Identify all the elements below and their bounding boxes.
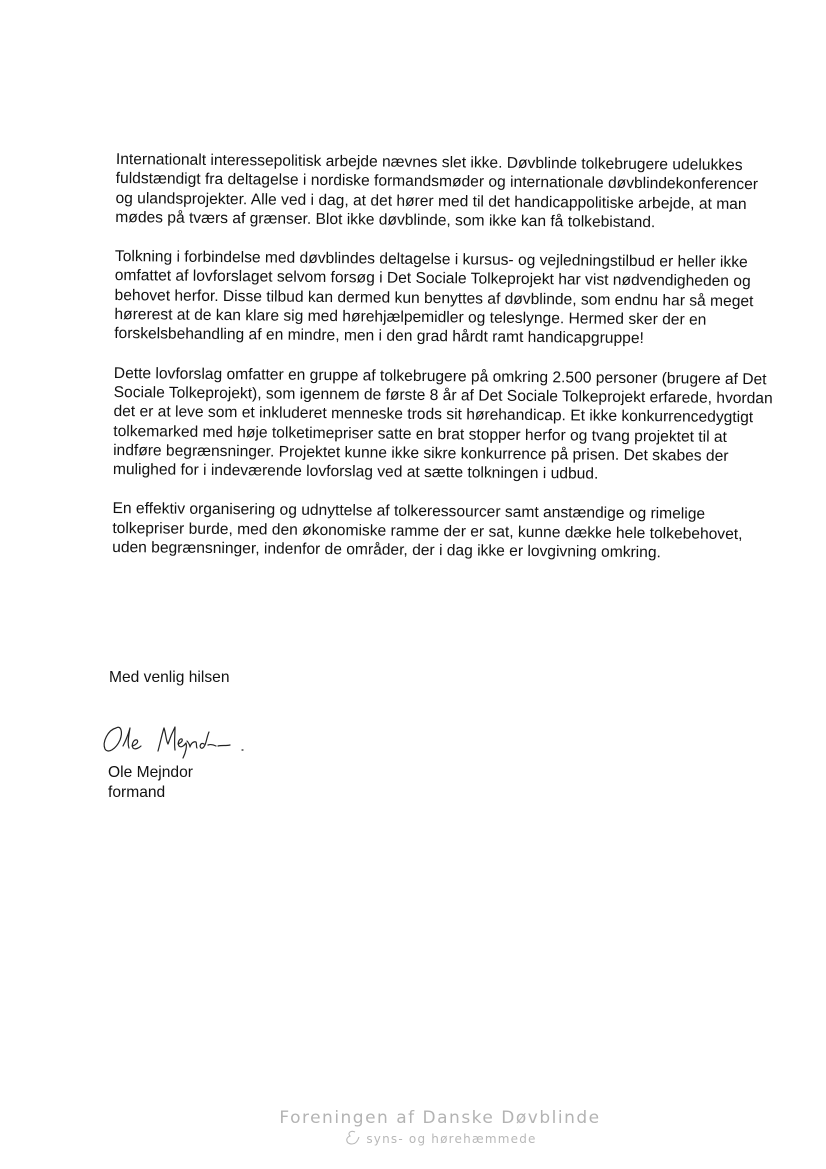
letter-body — [112, 150, 776, 584]
paragraph-target-group: Dette lovforslag omfatter en gruppe af tolkebrugere på omkring 2.500 personer (brugere af Det Sociale Tolkeprojekt), som igennem de første 8 år af Det Sociale Tolkeprojekt erfarede, hvordan det er at leve som et inkluderet menneske trods sit hørehandicap. Et ikke konkurrencedygtigt tolkemarked med høje tolketimepriser satte en brat stopper herfor og tvang projektet til at indføre begrænsninger. Projektet kunne ikke sikre konkurrence på prisen. Det skabes der mulighed for i indeværende lovforslag ved at sætte tolkningen i udbud. — [112, 364, 773, 483]
paragraph-organisation: En effektiv organisering og udnyttelse af tolkeressourcer samt anstændige og rimelige tolkepriser burde, med den økonomiske ramme der er sat, kunne dække hele tolkebehovet, uden begrænsninger, indenfor de områder, der i dag ikke er lovgivning omkring. — [112, 500, 743, 562]
footer-subtitle — [250, 1130, 630, 1146]
footer-subtitle-text: syns- og hørehæmmede — [366, 1132, 537, 1146]
signer-block — [108, 763, 193, 802]
footer-organization: Foreningen af Danske Døvblinde — [279, 1108, 601, 1128]
signer-title: formand — [108, 783, 166, 801]
closing-greeting: Med venlig hilsen — [109, 669, 230, 686]
organization-logo-icon — [343, 1132, 366, 1146]
signer-name: Ole Mejndor — [108, 764, 193, 781]
signature-icon — [96, 716, 256, 760]
paragraph-courses: Tolkning i forbindelse med døvblindes deltagelse i kursus- og vejledningstilbud er heller ikke omfattet af lovforslaget selvom forsøg i Det Sociale Tolkeprojekt har vist nødvendigheden og behovet herfor. Disse tilbud kan dermed kun benyttes af døvblinde, som endnu har så meget hørerest at de kan klare sig med hørehjælpemidler og teleslynge. Hermed sker der en forskelsbehandling af en mindre, men i den grad hårdt ramt handicapgruppe! — [114, 248, 754, 348]
paragraph-international: Internationalt interessepolitisk arbejde nævnes slet ikke. Døvblinde tolkebrugere udelukkes fuldstændigt fra deltagelse i nordiske formandsmøder og internationale døvblindekonferencer og ulandsprojekter. Alle ved i dag, at det hører med til det handicappolitiske arbejde, at man mødes på tværs af grænser. Blot ikke døvblinde, som ikke kan få tolkebistand. — [115, 150, 759, 232]
letterhead-footer — [250, 1108, 630, 1146]
